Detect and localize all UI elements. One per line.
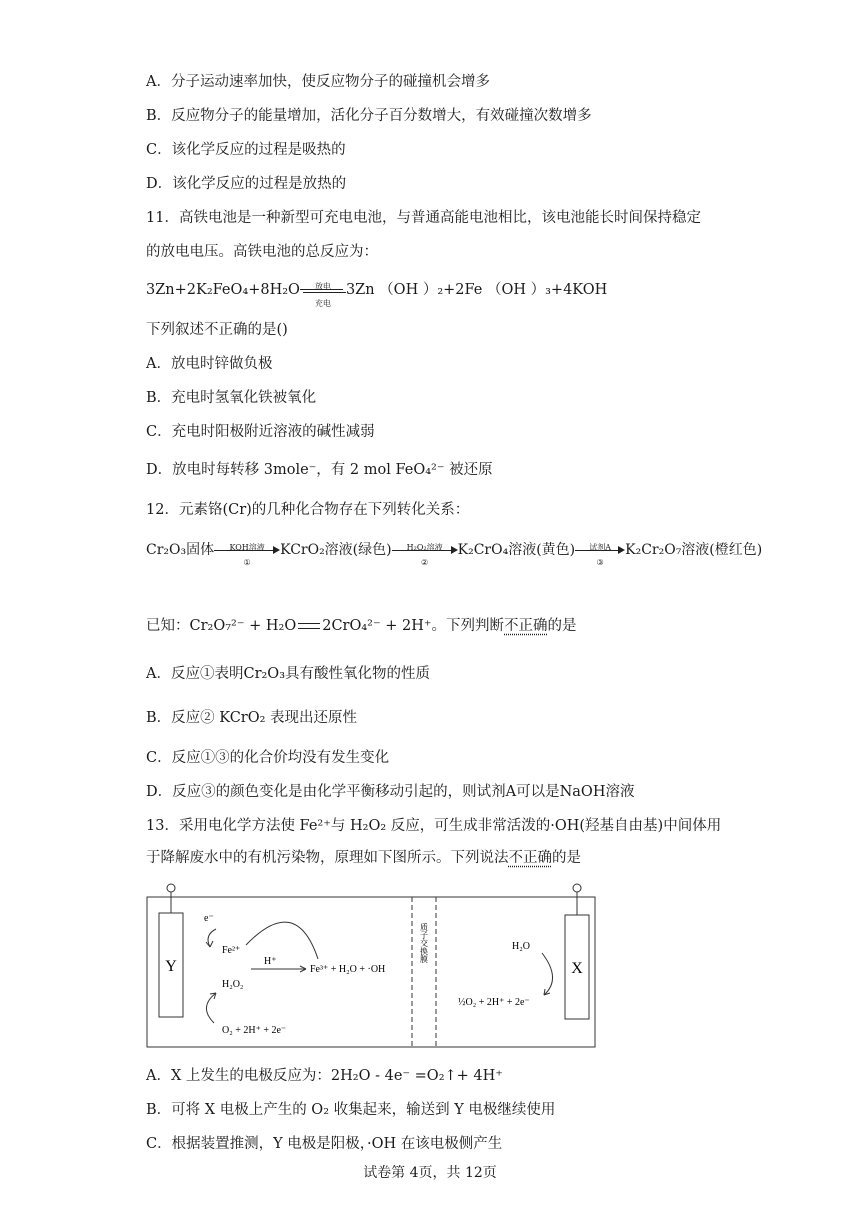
known-label: 已知： <box>146 618 190 634</box>
o2-oxidation-label: ½O₂ + 2H⁺ + 2e⁻ <box>458 997 530 1008</box>
q13-option-b: B．可将 X 电极上产生的 O₂ 收集起来，输送到 Y 电极继续使用 <box>146 1102 556 1118</box>
electron-arrow-icon <box>208 929 216 947</box>
q12-conversion-chain <box>146 540 763 567</box>
q12-option-d: D．反应③的颜色变化是由化学平衡移动引起的，则试剂A可以是NaOH溶液 <box>146 784 635 800</box>
h2o2-label: H₂O₂ <box>222 979 244 990</box>
q10-option-b: B．反应物分子的能量增加，活化分子百分数增大，有效碰撞次数增多 <box>146 108 592 124</box>
q12-known-equilibrium <box>146 616 577 636</box>
q11-stem-line1: 11．高铁电池是一种新型可充电电池，与普通高能电池相比，该电池能长时间保持稳定 <box>146 210 701 226</box>
eq-top-label: 放电 <box>314 282 331 291</box>
equilibrium-left: Cr₂O₇²⁻ + H₂O <box>189 618 297 634</box>
q11-option-d: D．放电时每转移 3mole⁻，有 2 mol FeO₄²⁻ 被还原 <box>146 462 493 478</box>
known-tail: 。下列判断 <box>431 618 505 634</box>
fe2-label: Fe²⁺ <box>222 945 241 956</box>
emphasis-text: 不正确 <box>504 618 548 634</box>
q13-stem-line1: 13．采用电化学方法使 Fe²⁺与 H₂O₂ 反应，可生成非常活泼的·OH(羟基自由基)中间体用 <box>146 818 722 834</box>
products-label: Fe³⁺ + H₂O + ·OH <box>310 964 386 975</box>
q13-option-c: C．根据装置推测，Y 电极是阳极，·OH 在该电极侧产生 <box>146 1136 503 1152</box>
reagent-label: 试剂A <box>589 543 612 552</box>
reversible-arrow-icon <box>300 280 346 308</box>
q11-equation <box>146 280 608 308</box>
q12-option-c: C．反应①③的化合价均没有发生变化 <box>146 750 390 766</box>
q10-option-c: C．该化学反应的过程是吸热的 <box>146 142 346 158</box>
electrode-y-label: Y <box>165 958 177 975</box>
emphasis-text: 不正确 <box>508 850 552 866</box>
q11-option-a: A．放电时锌做负极 <box>146 356 273 372</box>
q11-prompt: 下列叙述不正确的是() <box>146 322 288 338</box>
electrolysis-apparatus-diagram <box>146 883 598 1049</box>
q10-option-a: A．分子运动速率加快，使反应物分子的碰撞机会增多 <box>146 74 490 90</box>
q12-option-b: B．反应② KCrO₂ 表现出还原性 <box>146 710 358 726</box>
step-number: ② <box>421 558 429 567</box>
water-label: H₂O <box>512 941 530 952</box>
stem-text: 于降解废水中的有机污染物，原理如下图所示。下列说法 <box>146 850 509 866</box>
q12-stem: 12．元素铬(Cr)的几种化合物存在下列转化关系： <box>146 502 470 518</box>
step-number: ③ <box>596 558 604 567</box>
step-number: ① <box>243 558 251 567</box>
q13-option-a: A．X 上发生的电极反应为：2H₂O - 4e⁻ =O₂↑+ 4H⁺ <box>146 1068 503 1084</box>
reagent-label: H₂O₂溶液 <box>406 543 443 552</box>
electrode-x-label: X <box>571 960 583 977</box>
left-terminal-icon <box>167 884 175 892</box>
equilibrium-arrow-icon <box>296 619 322 633</box>
q11-stem-line2: 的放电电压。高铁电池的总反应为： <box>146 244 378 260</box>
q11-equation-left: 3Zn+2K₂FeO₄+8H₂O <box>146 282 300 298</box>
right-terminal-icon <box>573 884 581 892</box>
membrane-label: 质子交换膜 <box>419 923 429 963</box>
reaction-arrow-icon <box>214 540 280 567</box>
fe3-return-arrow-icon <box>246 922 318 959</box>
cr2o3-solid: Cr₂O₃固体 <box>146 542 215 558</box>
page-footer: 试卷第 4页，共 12页 <box>363 1165 497 1181</box>
k2cro4-solution: K₂CrO₄溶液(黄色) <box>457 542 576 558</box>
q13-stem-line2 <box>146 848 581 868</box>
q11-equation-right: 3Zn （OH ）₂+2Fe （OH ）₃+4KOH <box>345 282 608 298</box>
reaction-arrow-icon <box>575 540 625 567</box>
k2cr2o7-solution: K₂Cr₂O₇溶液(橙红色) <box>625 542 763 558</box>
o2-reduction-label: O₂ + 2H⁺ + 2e⁻ <box>222 1025 287 1036</box>
equilibrium-right: 2CrO₄²⁻ + 2H⁺ <box>322 618 432 634</box>
eq-bottom-label: 充电 <box>314 299 331 308</box>
kcro2-solution: KCrO₂溶液(绿色) <box>280 542 392 558</box>
electron-label: e⁻ <box>204 913 214 924</box>
reaction-arrow-icon <box>392 540 458 567</box>
oxidation-arrow-icon <box>542 953 553 995</box>
q12-option-a: A．反应①表明Cr₂O₃具有酸性氧化物的性质 <box>146 666 431 682</box>
q11-option-b: B．充电时氢氧化铁被氧化 <box>146 390 317 406</box>
known-tail-end: 的是 <box>547 618 577 634</box>
hplus-label: H⁺ <box>264 956 277 967</box>
q10-option-d: D．该化学反应的过程是放热的 <box>146 176 347 192</box>
reagent-label: KOH溶液 <box>229 543 265 552</box>
stem-text-end: 的是 <box>552 850 581 866</box>
q11-option-c: C．充电时阳极附近溶液的碱性减弱 <box>146 424 375 440</box>
